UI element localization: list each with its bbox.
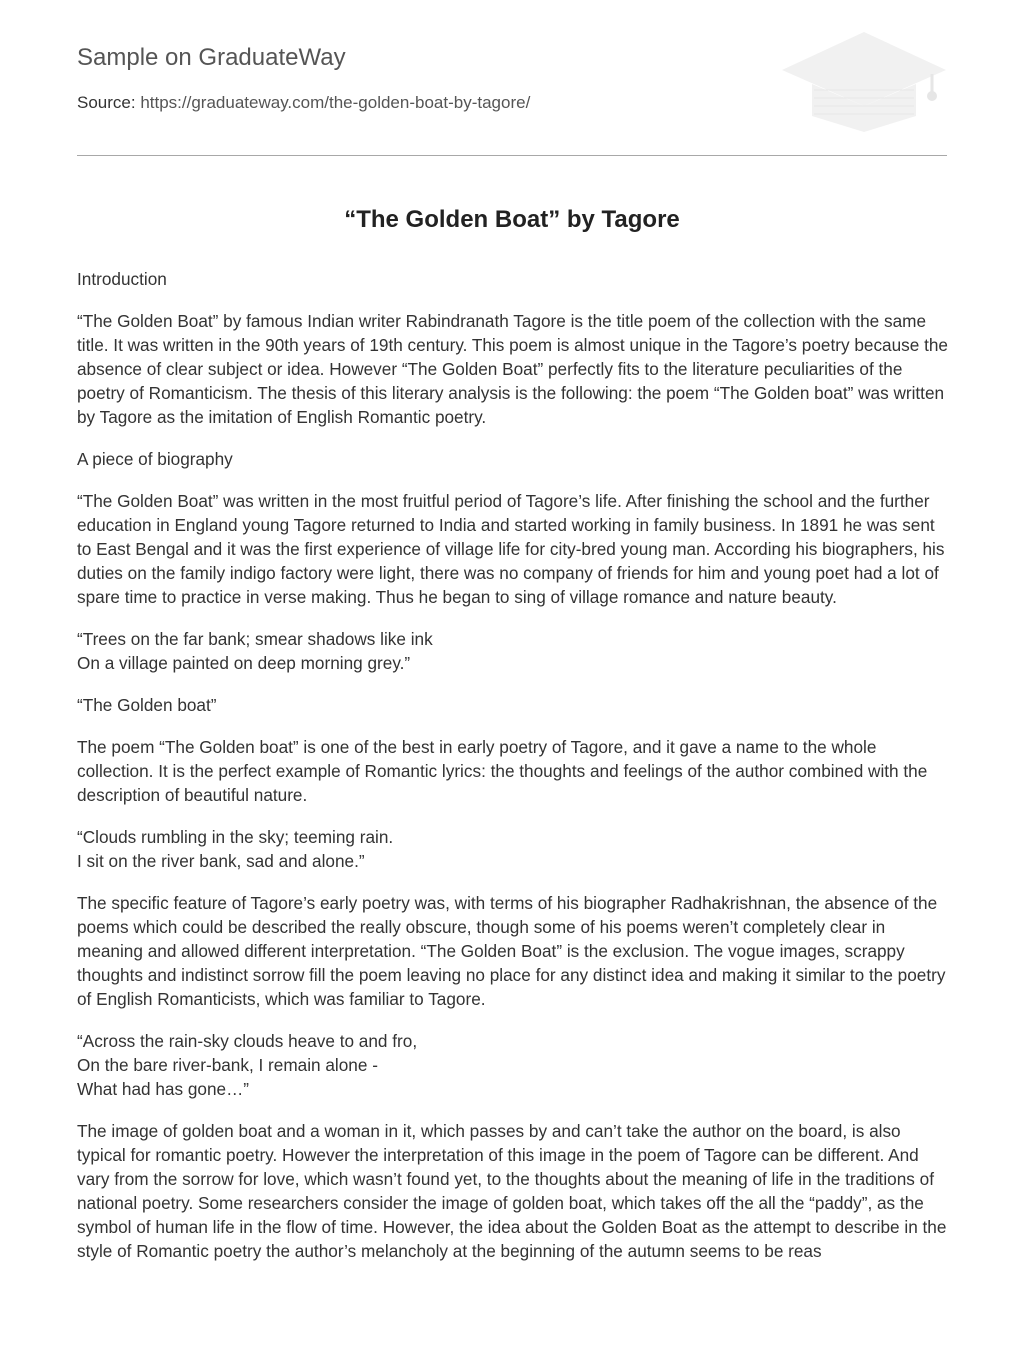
section-heading-introduction: Introduction <box>77 269 167 289</box>
quote-line: “Clouds rumbling in the sky; teeming rain. <box>77 827 394 847</box>
graduation-cap-icon <box>782 30 947 135</box>
source-label: Source: <box>77 93 136 112</box>
site-title: Sample on GraduateWay <box>77 44 346 71</box>
header-divider <box>77 155 947 156</box>
quote-line: On a village painted on deep morning grey.” <box>77 653 411 673</box>
section-heading-golden-boat: “The Golden boat” <box>77 695 217 715</box>
paragraph-boat-image: The image of golden boat and a woman in it, which passes by and can’t take the author on the board, is also typical for romantic poetry. However the interpretation of this image in the poem of Tagore can be different. And vary from the sorrow for love, which wasn’t found yet, to the thoughts about the meaning of life in the traditions of national poetry. Some researchers consider the image of golden boat, which takes off the all the “paddy”, as the symbol of human life in the flow of time. However, the idea about the Golden Boat as the attempt to describe in the style of Romantic poetry the author’s melancholy at the beginning of the autumn seems to be reas <box>77 1121 947 1261</box>
quote-line: What had has gone…” <box>77 1079 249 1099</box>
poem-quote-1 <box>77 627 949 675</box>
poem-quote-3 <box>77 1029 949 1101</box>
article-title: “The Golden Boat” by Tagore <box>344 206 680 233</box>
article-body <box>77 267 949 1281</box>
paragraph-specific-feature: The specific feature of Tagore’s early poetry was, with terms of his biographer Radhakrishnan, the absence of the poems which could be described the really obscure, though some of his poems weren’t completely clear in meaning and allowed different interpretation. “The Golden Boat” is the exclusion. The vogue images, scrappy thoughts and indistinct sorrow fill the poem leaving no place for any distinct idea and making it similar to the poetry of English Romanticists, which was familiar to Tagore. <box>77 893 946 1009</box>
source-link[interactable]: https://graduateway.com/the-golden-boat-by-tagore/ <box>140 93 531 112</box>
quote-line: On the bare river-bank, I remain alone - <box>77 1055 378 1075</box>
paragraph-introduction: “The Golden Boat” by famous Indian writer Rabindranath Tagore is the title poem of the collection with the same title. It was written in the 90th years of 19th century. This poem is almost unique in the Tagore’s poetry because the absence of clear subject or idea. However “The Golden Boat” perfectly fits to the literature peculiarities of the poetry of Romanticism. The thesis of this literary analysis is the following: the poem “The Golden boat” was written by Tagore as the imitation of English Romantic poetry. <box>77 311 948 427</box>
paragraph-biography: “The Golden Boat” was written in the most fruitful period of Tagore’s life. After finishing the school and the further education in England young Tagore returned to India and started working in family business. In 1891 he was sent to East Bengal and it was the first experience of village life for city-bred young man. According his biographers, his duties on the family indigo factory were light, there was no company of friends for him and young poet had a lot of spare time to practice in verse making. Thus he began to sing of village romance and nature beauty. <box>77 491 945 607</box>
quote-line: I sit on the river bank, sad and alone.” <box>77 851 365 871</box>
quote-line: “Trees on the far bank; smear shadows like ink <box>77 629 433 649</box>
poem-quote-2 <box>77 825 949 873</box>
paragraph-golden-boat: The poem “The Golden boat” is one of the best in early poetry of Tagore, and it gave a name to the whole collection. It is the perfect example of Romantic lyrics: the thoughts and feelings of the author combined with the description of beautiful nature. <box>77 737 928 805</box>
section-heading-biography: A piece of biography <box>77 449 233 469</box>
quote-line: “Across the rain-sky clouds heave to and fro, <box>77 1031 418 1051</box>
